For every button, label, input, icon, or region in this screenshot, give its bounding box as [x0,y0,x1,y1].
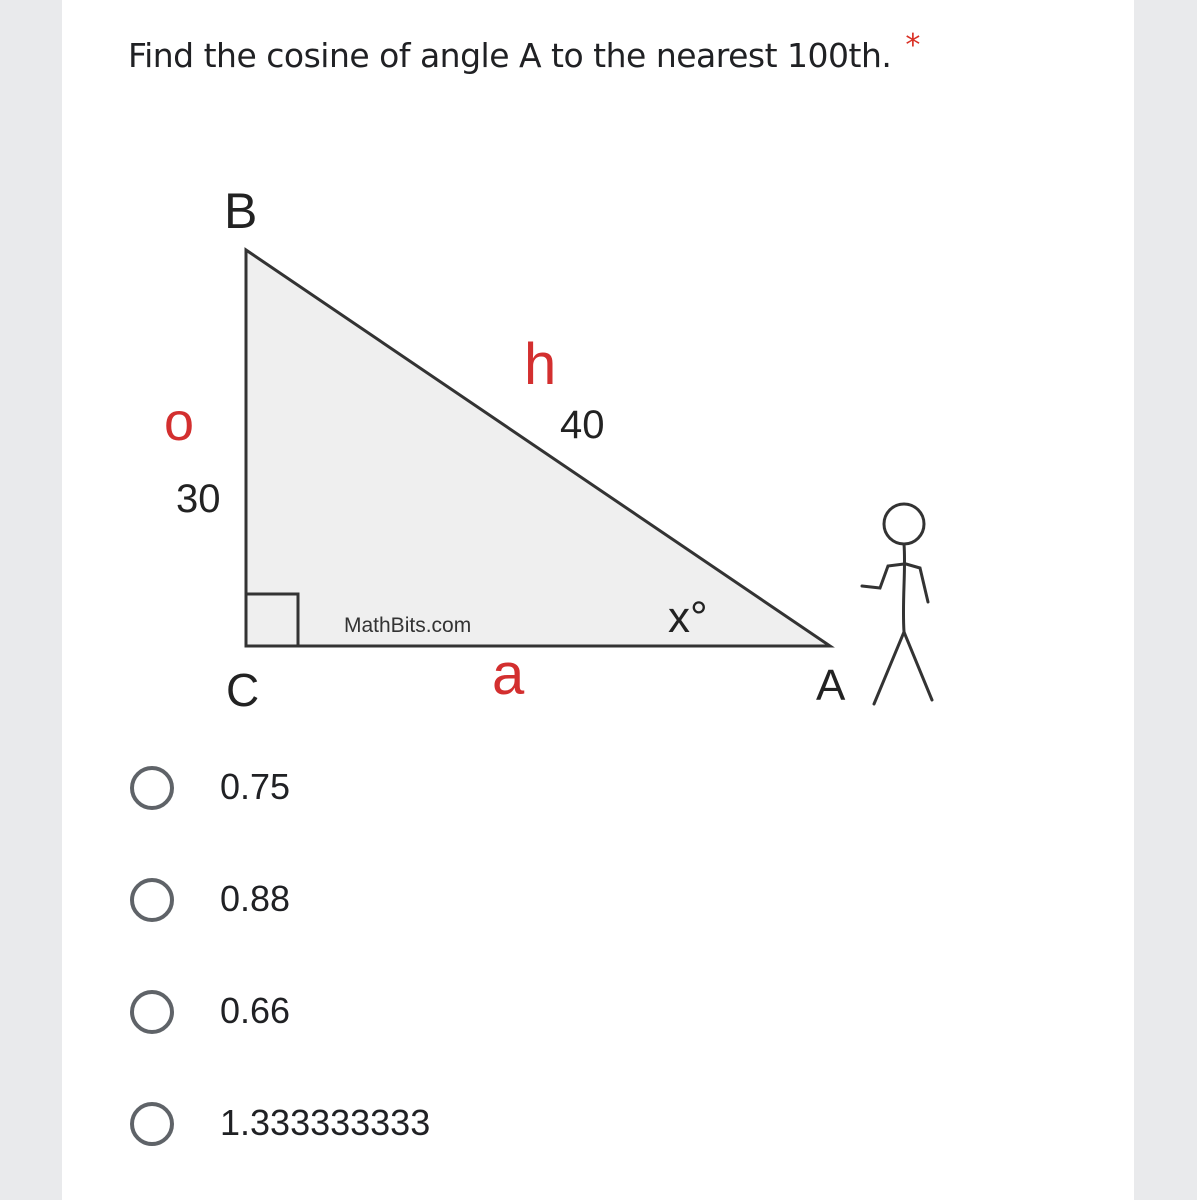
option-3[interactable] [128,1098,728,1154]
opposite-label: o [164,392,195,452]
required-asterisk: * [905,28,920,63]
option-2[interactable] [128,986,728,1042]
hypotenuse-value: 40 [560,403,605,447]
hypotenuse-label: h [524,332,557,397]
option-1[interactable] [128,874,728,930]
question-title [128,28,920,75]
watermark: MathBits.com [344,614,472,637]
angle-label: x° [668,593,708,642]
side-bc-value: 30 [176,477,221,521]
triangle-figure [120,170,960,730]
radio-button[interactable] [130,766,174,810]
vertex-b-label: B [224,183,258,239]
radio-button[interactable] [130,1102,174,1146]
vertex-c-label: C [226,664,260,716]
radio-button[interactable] [130,990,174,1034]
option-label: 0.75 [220,766,291,807]
radio-button[interactable] [130,878,174,922]
option-label: 0.88 [220,878,291,919]
vertex-a-label: A [816,661,846,710]
right-triangle [246,250,830,646]
stick-figure-illustration [862,504,932,704]
option-label: 1.333333333 [220,1102,431,1143]
option-0[interactable] [128,762,728,818]
adjacent-label: a [492,642,525,707]
question-text: Find the cosine of angle A to the nearest 100th. [128,36,892,75]
option-label: 0.66 [220,990,291,1031]
triangle-diagram [120,170,960,730]
